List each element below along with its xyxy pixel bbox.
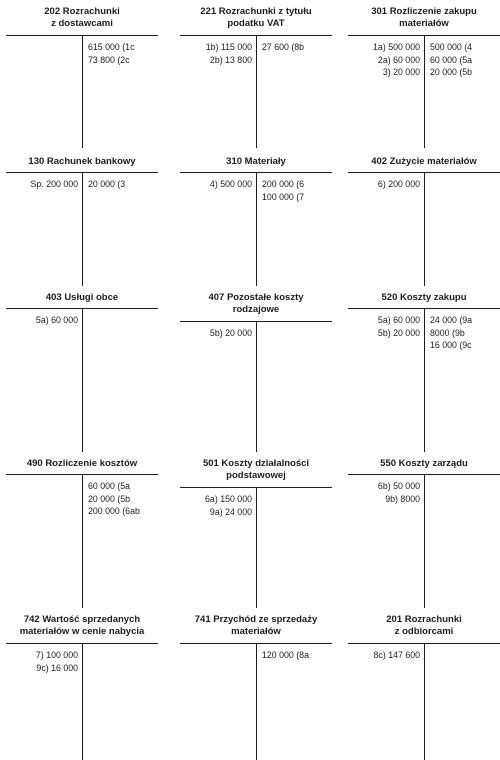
debit-entry: 6) 200 000 <box>377 179 420 189</box>
credit-entry: 60 000 (5a <box>88 481 131 491</box>
debit-entry: 6a) 150 000 <box>205 494 252 504</box>
credit-entry: 615 000 (1c <box>88 42 135 52</box>
debit-side <box>31 178 78 191</box>
t-account <box>348 292 500 452</box>
credit-side <box>262 41 304 54</box>
credit-entry: 200 000 (6ab <box>88 506 140 516</box>
t-account <box>180 156 332 286</box>
debit-entry: 2b) 13 800 <box>209 54 252 65</box>
debit-entry: 9b) 8000 <box>385 493 420 504</box>
debit-entry: 5b) 20 000 <box>209 328 252 338</box>
account-title: 130 Rachunek bankowy <box>28 156 136 167</box>
debit-entry: 4) 500 000 <box>209 179 252 189</box>
debit-side <box>378 314 420 339</box>
account-title: 501 Koszty działalności podstawowej <box>202 458 310 481</box>
t-account <box>348 458 500 608</box>
debit-entry: Sp. 200 000 <box>30 179 78 189</box>
debit-side <box>374 649 420 662</box>
t-account-vertical-line <box>256 643 257 760</box>
credit-entry: 200 000 (6 <box>262 179 305 189</box>
debit-side <box>210 178 252 191</box>
debit-side <box>205 493 252 518</box>
debit-entry: 5a) 60 000 <box>35 315 78 325</box>
debit-side <box>373 41 420 79</box>
account-title: 742 Wartość sprzedanych materiałów w cenie nabycia <box>19 614 145 637</box>
t-account-vertical-line <box>82 474 83 608</box>
t-account <box>6 6 158 148</box>
account-title: 402 Zużycie materiałów <box>371 156 477 167</box>
account-title: 741 Przychód ze sprzedaży materiałów <box>194 614 318 637</box>
account-title: 201 Rozrachunki z odbiorcami <box>386 614 462 637</box>
debit-side <box>210 327 252 340</box>
debit-side <box>36 314 78 327</box>
t-account-vertical-line <box>256 487 257 608</box>
credit-side <box>88 480 140 518</box>
debit-entry: 5a) 60 000 <box>377 315 420 325</box>
credit-entry: 20 000 (5b <box>430 67 473 77</box>
credit-entry: 16 000 (9c <box>430 340 472 350</box>
t-account-vertical-line <box>424 308 425 452</box>
credit-side <box>262 649 309 662</box>
account-title: 310 Materiały <box>226 156 286 167</box>
t-account <box>180 6 332 148</box>
credit-entry: 500 000 (4 <box>430 42 473 52</box>
credit-entry: 20 000 (5b <box>88 493 131 504</box>
credit-side <box>88 178 125 191</box>
debit-entry: 9a) 24 000 <box>209 506 252 517</box>
account-title: 490 Rozliczenie kosztów <box>26 458 138 469</box>
account-title: 221 Rozrachunki z tytułu podatku VAT <box>200 6 312 29</box>
t-account <box>6 156 158 286</box>
t-account <box>180 458 332 608</box>
t-account-vertical-line <box>424 172 425 286</box>
credit-side <box>430 314 472 352</box>
credit-entry: 73 800 (2c <box>88 54 130 65</box>
credit-side <box>88 41 134 66</box>
debit-entry: 2a) 60 000 <box>377 54 420 65</box>
account-title: 202 Rozrachunki z dostawcami <box>44 6 120 29</box>
credit-entry: 60 000 (5a <box>430 54 473 65</box>
debit-side <box>36 649 78 674</box>
t-account <box>180 292 332 452</box>
t-account <box>6 614 158 760</box>
credit-side <box>430 41 472 79</box>
t-account <box>6 292 158 452</box>
debit-entry: 3) 20 000 <box>382 67 420 77</box>
t-account-vertical-line <box>256 172 257 286</box>
t-account-vertical-line <box>256 35 257 148</box>
credit-entry: 20 000 (3 <box>88 179 126 189</box>
t-account-vertical-line <box>82 643 83 760</box>
t-account <box>348 156 500 286</box>
t-account-vertical-line <box>424 474 425 608</box>
account-title: 550 Koszty zarządu <box>380 458 468 469</box>
account-title: 407 Pozostałe koszty rodzajowe <box>208 292 304 315</box>
debit-entry: 1a) 500 000 <box>373 42 420 52</box>
t-account <box>180 614 332 760</box>
account-title: 403 Usługi obce <box>45 292 119 303</box>
debit-entry: 1b) 115 000 <box>205 42 252 52</box>
t-account <box>348 6 500 148</box>
credit-side <box>262 178 304 203</box>
t-account <box>348 614 500 760</box>
credit-entry: 8000 (9b <box>430 327 465 338</box>
debit-side <box>378 480 420 505</box>
debit-entry: 9c) 16 000 <box>36 662 78 673</box>
t-account-vertical-line <box>256 321 257 452</box>
debit-entry: 6b) 50 000 <box>377 481 420 491</box>
t-account-vertical-line <box>82 308 83 452</box>
t-account-vertical-line <box>82 172 83 286</box>
account-title: 520 Koszty zakupu <box>381 292 467 303</box>
t-account <box>6 458 158 608</box>
debit-entry: 8c) 147 600 <box>373 650 420 660</box>
debit-entry: 5b) 20 000 <box>377 327 420 338</box>
debit-side <box>206 41 252 66</box>
credit-entry: 27 600 (8b <box>262 42 305 52</box>
t-account-vertical-line <box>424 643 425 760</box>
credit-entry: 120 000 (8a <box>262 650 309 660</box>
credit-entry: 100 000 (7 <box>262 191 305 202</box>
account-title: 301 Rozliczenie zakupu materiałów <box>371 6 477 29</box>
t-account-vertical-line <box>424 35 425 148</box>
credit-entry: 24 000 (9a <box>430 315 473 325</box>
t-account-vertical-line <box>82 35 83 148</box>
debit-side <box>378 178 420 191</box>
debit-entry: 7) 100 000 <box>35 650 78 660</box>
